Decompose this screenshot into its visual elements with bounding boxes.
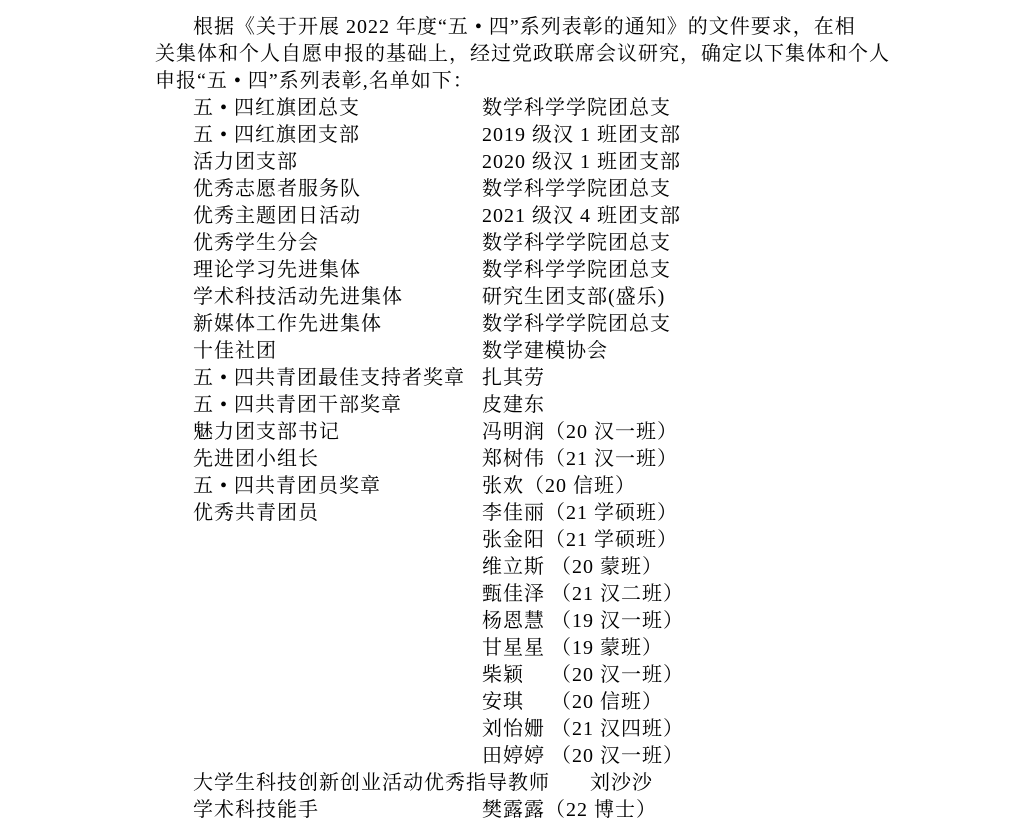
recipient-name: 张欢（20 信班） <box>482 475 636 497</box>
award-name: 五 • 四共青团员奖章 <box>193 475 382 497</box>
award-name: 优秀共青团员 <box>193 502 319 524</box>
recipient-name: 数学科学学院团总支 <box>482 259 671 281</box>
award-row <box>0 257 1028 284</box>
awards-list <box>0 95 1028 824</box>
recipient-name: 刘怡姗 （21 汉四班） <box>482 718 684 740</box>
award-name: 学术科技能手 <box>193 799 319 821</box>
recipient-name: 安琪 （20 信班） <box>482 691 663 713</box>
recipient-name: 数学科学学院团总支 <box>482 97 671 119</box>
recipient-name: 李佳丽（21 学硕班） <box>482 502 678 524</box>
award-name: 学术科技活动先进集体 <box>193 286 403 308</box>
award-row <box>0 392 1028 419</box>
recipient-name: 郑树伟（21 汉一班） <box>482 448 678 470</box>
award-name: 魅力团支部书记 <box>193 421 340 443</box>
recipient-name: 扎其劳 <box>482 367 545 389</box>
recipient-name: 数学科学学院团总支 <box>482 313 671 335</box>
award-row <box>0 203 1028 230</box>
award-row <box>0 608 1028 635</box>
award-row <box>0 365 1028 392</box>
award-name: 优秀志愿者服务队 <box>193 178 361 200</box>
award-row <box>0 95 1028 122</box>
award-row <box>0 635 1028 662</box>
award-row <box>0 419 1028 446</box>
recipient-name: 维立斯 （20 蒙班） <box>482 556 663 578</box>
recipient-name: 甄佳泽 （21 汉二班） <box>482 583 684 605</box>
recipient-name: 数学建模协会 <box>482 340 608 362</box>
intro-paragraph <box>155 14 900 95</box>
recipient-name: 2019 级汉 1 班团支部 <box>482 124 681 146</box>
recipient-name: 柴颖 （20 汉一班） <box>482 664 684 686</box>
award-name: 大学生科技创新创业活动优秀指导教师 <box>193 772 550 794</box>
award-name: 优秀学生分会 <box>193 232 319 254</box>
award-row <box>0 473 1028 500</box>
award-row <box>0 176 1028 203</box>
recipient-name: 2020 级汉 1 班团支部 <box>482 151 681 173</box>
award-name: 十佳社团 <box>193 340 277 362</box>
recipient-name: 樊露露（22 博士） <box>482 799 657 821</box>
recipient-name: 甘星星 （19 蒙班） <box>482 637 663 659</box>
paragraph-line-2: 关集体和个人自愿申报的基础上，经过党政联席会议研究，确定以下集体和个人 <box>155 43 890 65</box>
award-name: 先进团小组长 <box>193 448 319 470</box>
recipient-name: 数学科学学院团总支 <box>482 232 671 254</box>
recipient-name: 研究生团支部(盛乐) <box>482 286 666 308</box>
recipient-name: 数学科学学院团总支 <box>482 178 671 200</box>
recipient-name: 冯明润（20 汉一班） <box>482 421 678 443</box>
award-row <box>0 311 1028 338</box>
award-row <box>0 716 1028 743</box>
award-row <box>0 581 1028 608</box>
recipient-name: 田婷婷 （20 汉一班） <box>482 745 684 767</box>
award-name: 理论学习先进集体 <box>193 259 361 281</box>
recipient-name: 杨恩慧 （19 汉一班） <box>482 610 684 632</box>
award-row <box>0 662 1028 689</box>
award-name: 五 • 四共青团最佳支持者奖章 <box>193 367 466 389</box>
award-name: 优秀主题团日活动 <box>193 205 361 227</box>
paragraph-line-1: 根据《关于开展 2022 年度“五 • 四”系列表彰的通知》的文件要求，在相 <box>193 16 856 38</box>
award-row <box>0 149 1028 176</box>
recipient-name: 皮建东 <box>482 394 545 416</box>
recipient-name: 张金阳（21 学硕班） <box>482 529 678 551</box>
award-row <box>0 284 1028 311</box>
award-row <box>0 527 1028 554</box>
recipient-name: 刘沙沙 <box>590 772 653 794</box>
award-row <box>0 554 1028 581</box>
award-row <box>0 743 1028 770</box>
award-row <box>0 770 1028 797</box>
award-row <box>0 338 1028 365</box>
award-row <box>0 230 1028 257</box>
award-name: 五 • 四红旗团总支 <box>193 97 361 119</box>
award-row <box>0 500 1028 527</box>
award-row <box>0 797 1028 824</box>
award-name: 五 • 四红旗团支部 <box>193 124 361 146</box>
award-row <box>0 446 1028 473</box>
award-name: 新媒体工作先进集体 <box>193 313 382 335</box>
award-row <box>0 689 1028 716</box>
award-row <box>0 122 1028 149</box>
recipient-name: 2021 级汉 4 班团支部 <box>482 205 681 227</box>
award-name: 活力团支部 <box>193 151 298 173</box>
award-name: 五 • 四共青团干部奖章 <box>193 394 403 416</box>
paragraph-line-3: 申报“五 • 四”系列表彰,名单如下： <box>155 70 474 92</box>
